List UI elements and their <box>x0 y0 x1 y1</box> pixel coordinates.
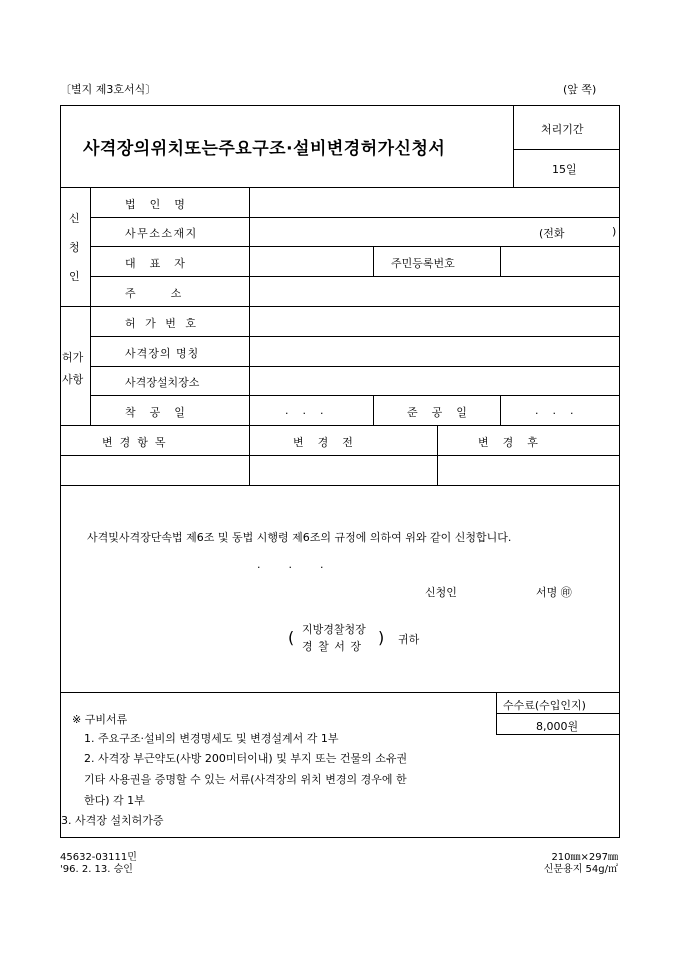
start-date-value[interactable]: . . . <box>285 404 324 417</box>
range-location-field[interactable] <box>250 367 619 395</box>
processing-period-value: 15일 <box>552 163 577 176</box>
document-item-3: 3. 사격장 설치허가증 <box>61 814 164 827</box>
applicant-side-label-1: 신 <box>69 212 80 225</box>
range-location-label: 사격장설치장소 <box>125 376 200 389</box>
required-documents-heading: ※ 구비서류 <box>72 713 128 726</box>
form-number-label: 〔별지 제3호서식〕 <box>60 83 157 96</box>
phone-close: ) <box>612 225 617 238</box>
declaration-text: 사격및사격장단속법 제6조 및 동법 시행령 제6조의 규정에 의하여 위와 같이 신청합니다. <box>87 531 512 544</box>
completion-date-label: 준 공 일 <box>407 406 467 419</box>
change-item-field[interactable] <box>61 456 249 485</box>
address-label: 주 소 <box>125 287 182 300</box>
fee-value: 8,000원 <box>536 720 579 733</box>
signature-seal-label[interactable]: 서명 ㊞ <box>536 586 572 599</box>
change-before-header: 변 경 전 <box>293 436 353 449</box>
document-item-2-line-3: 한다) 각 1부 <box>84 794 145 807</box>
change-item-header: 변 경 항 목 <box>102 436 166 449</box>
permit-number-label: 허 가 번 호 <box>125 317 199 330</box>
recipient-line-2: 경 찰 서 장 <box>302 640 362 653</box>
corp-name-label: 법 인 명 <box>125 198 185 211</box>
change-after-header: 변 경 후 <box>478 436 538 449</box>
applicant-signature-label: 신청인 <box>425 586 457 599</box>
document-item-2-line-2: 기타 사용권을 증명할 수 있는 서류(사격장의 위치 변경의 경우에 한 <box>84 773 407 786</box>
address-field[interactable] <box>250 277 619 306</box>
corp-name-field[interactable] <box>250 188 619 217</box>
permit-side-label-1: 허가 <box>62 351 84 364</box>
paper-size: 210㎜×297㎜ <box>551 852 618 863</box>
processing-period-label: 처리기간 <box>541 123 584 136</box>
permit-number-field[interactable] <box>250 307 619 336</box>
start-date-label: 착 공 일 <box>125 406 185 419</box>
change-before-field[interactable] <box>250 456 437 485</box>
office-location-label: 사무소소재지 <box>125 227 198 240</box>
change-after-field[interactable] <box>438 456 619 485</box>
phone-label: (전화 <box>539 227 565 240</box>
fee-label: 수수료(수입인지) <box>503 699 586 712</box>
range-name-field[interactable] <box>250 337 619 366</box>
approval-date: '96. 2. 13. 승인 <box>60 864 133 875</box>
applicant-side-label-2: 청 <box>69 241 80 254</box>
recipient-line-1: 지방경찰청장 <box>302 623 366 636</box>
front-side-label: (앞 쪽) <box>563 83 597 96</box>
resident-number-label: 주민등록번호 <box>391 257 455 270</box>
recipient-open-paren: ( <box>288 628 295 647</box>
recipient-close-paren: ) <box>378 628 385 647</box>
form-code: 45632-03111민 <box>60 852 137 863</box>
declaration-date[interactable]: . . . <box>257 558 324 571</box>
form-title: 사격장의위치또는주요구조·설비변경허가신청서 <box>83 139 446 159</box>
representative-label: 대 표 자 <box>125 257 185 270</box>
document-item-2-line-1: 2. 사격장 부근약도(사방 200미터이내) 및 부지 또는 건물의 소유권 <box>84 752 408 765</box>
paper-type: 신문용지 54g/㎡ <box>543 864 618 875</box>
applicant-side-label-3: 인 <box>69 270 80 283</box>
representative-field[interactable] <box>250 247 372 276</box>
recipient-suffix: 귀하 <box>398 633 420 646</box>
document-item-1: 1. 주요구조·설비의 변경명세도 및 변경설계서 각 1부 <box>84 732 339 745</box>
resident-number-field[interactable] <box>501 247 619 276</box>
range-name-label: 사격장의 명칭 <box>125 347 200 360</box>
completion-date-value[interactable]: . . . <box>535 404 574 417</box>
permit-side-label-2: 사항 <box>62 373 84 386</box>
